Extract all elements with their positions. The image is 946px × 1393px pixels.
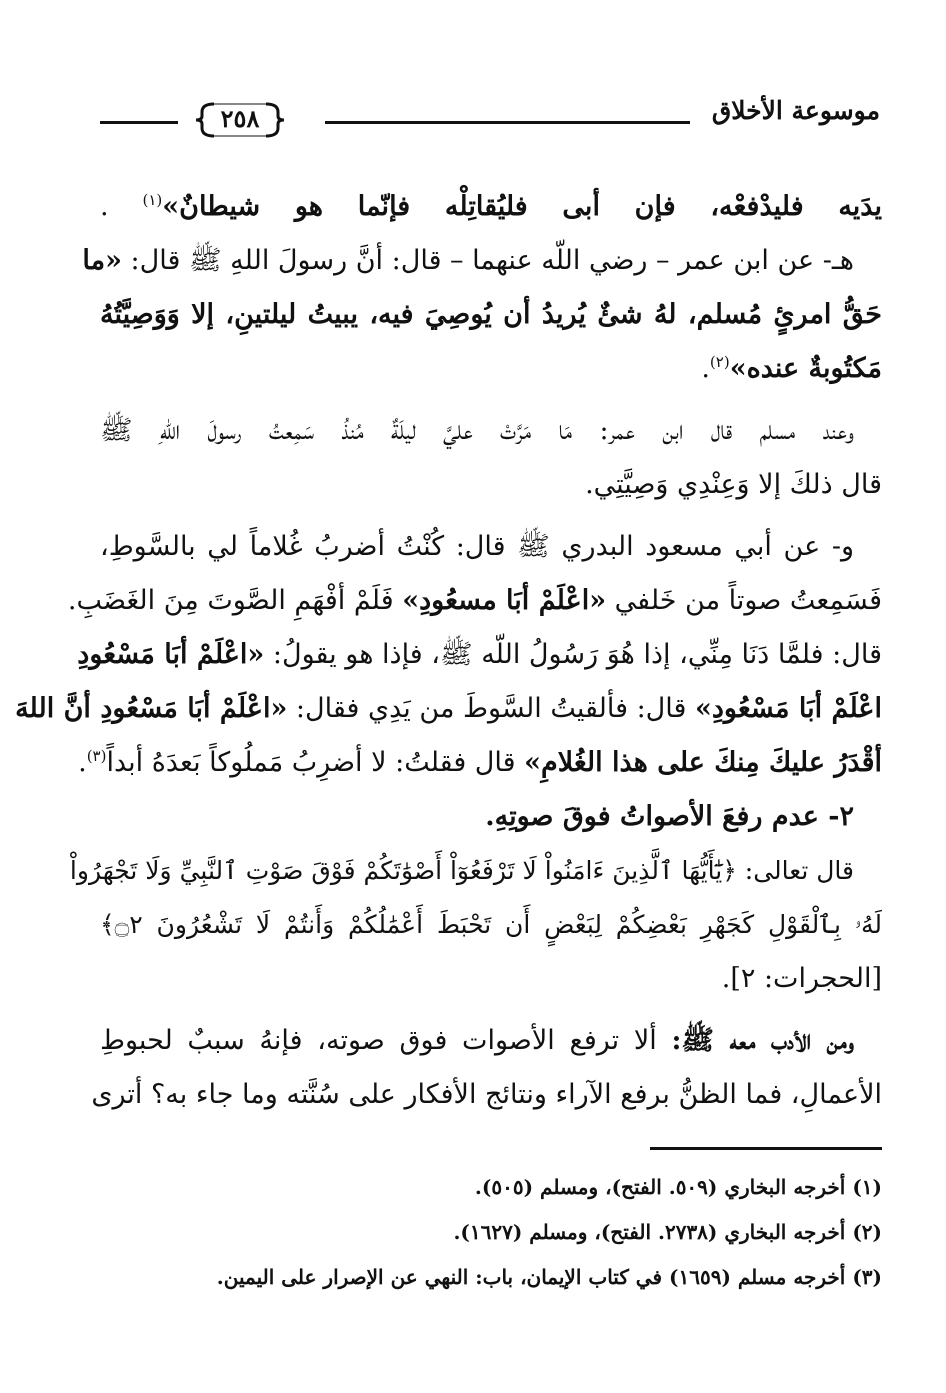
body-line [77,628,882,682]
emphasized-text: «اعْلَمْ أبَا مَسْعُودِ أنَّ اللهَ [15,693,288,724]
header-rule-left [100,121,178,124]
text-run: فَسَمِعتُ صوتاً من خَلفي [606,585,882,616]
emphasized-text: حَقُّ امرئٍ مُسلم، لهُ شئٌ يُريدُ أن يُوصِيَ فيه، يبيتُ ليلتينِ، إلا وَوَصِيَّتُهُ [100,299,882,330]
emphasized-text: ٢- عدم رفعَ الأصواتُ فوقَ صوتِهِ. [485,801,854,832]
quran-verse-line [100,898,882,952]
footnote-ref: (١) [142,191,163,209]
quran-verse-line [69,844,882,898]
emphasized-text: مَكتُوبةٌ عنده» [729,353,882,384]
emphasized-text: يدَيه فليدْفعْه، فإن أبى فليُقاتِلْه فإنّما هو شيطانٌ» [162,191,882,222]
page-number-frame [192,98,288,142]
body-line [100,288,882,342]
text-run: فَلَمْ أفْهَمِ الصَّوتَ مِنَ الغَضَبِ. [67,585,403,616]
emphasized-text: «ما [82,245,122,276]
body-line [15,682,882,736]
text-run: . [100,191,143,222]
footnote-1: (١) أخرجه البخاري (٥٠٩. الفتح)، ومسلم (٥٠٥). [474,1175,882,1199]
body-line [82,234,882,288]
body-line [91,1068,882,1122]
emphasized-text: اعْلَمْ أبَا مَسْعُودِ» [695,693,882,724]
text-run: . [701,353,710,384]
body-line [100,404,882,458]
body-line [100,458,882,512]
page-number: ٢٥٨ [220,104,260,133]
footnotes [122,1165,882,1300]
body-line [67,574,882,628]
footnote-ref: (٢) [709,353,730,371]
text-run: وعند مسلم قال ابن عمر: مَا مَرَّتْ عليَّ ليلَةٌ مُنذُ سَمِعتُ رسولَ اللهِ ﷺ [100,415,854,446]
text-run: الأعمالِ، فما الظنُّ برفع الآراء ونتائج الأفكار على سُنَّته وما جاء به؟ أترى [91,1079,882,1110]
body-line [100,520,882,574]
emphasized-text: «اعْلَمْ أبَا مسعُودِ» [402,585,607,616]
body-line [100,952,882,1006]
text-run: قال: فلمَّا دَنَا مِنِّي، إذا هُوَ رَسُولُ اللّه ﷺ، فإذا هو يقولُ: [264,639,882,670]
text-run: قال تعالى: ﴿يَٰٓأَيُّهَا ٱلَّذِينَ ءَامَنُواْ لَا تَرْفَعُوٓاْ أَصْوَٰتَكُمْ فَوْقَ صَوْتِ ٱلنَّبِيِّ وَلَا تَجْهَرُواْ [69,856,854,885]
text-run: هـ- عن ابن عمر – رضي اللّه عنهما – قال: أنَّ رسولَ اللهِ ﷺ قال: [121,245,854,276]
footnote-3: (٣) أخرجه مسلم (١٦٥٩) في كتاب الإيمان، باب: النهي عن الإصرار على اليمين. [216,1265,882,1289]
footnote-ref: (٣) [86,747,107,765]
header-rule-right [325,121,690,124]
footnote-2: (٢) أخرجه البخاري (٢٧٣٨. الفتح)، ومسلم (١٦٢٧). [453,1220,882,1244]
text-run: قال: فألقيتُ السَّوطَ من يَدِي فقال: [287,693,696,724]
text-run: ألا ترفع الأصوات فوق صوته، فإنهُ سببٌ لحبوطِ [100,1025,672,1056]
text-run: و- عن أبي مسعود البدري ﷺ قال: كُنْتُ أضربُ غُلاماً لي بالسَّوطِ، [100,531,854,562]
body-text [15,180,882,1122]
text-run: . [78,747,87,778]
text-run: قال فقلتُ: لا أضرِبُ مَملُوكاً بَعدَهُ أبداً [106,747,525,778]
emphasized-text: أقْدَرُ عليكَ مِنكَ على هذا الغُلامِ» [524,747,882,778]
text-run: قال ذلكَ إلا وَعِنْدِي وَصِيَّتِي. [585,469,882,500]
emphasized-text: «اعْلَمْ أبَا مَسْعُودِ [77,639,265,670]
text-run: لَهُۥ بِٱلْقَوْلِ كَجَهْرِ بَعْضِكُمْ لِبَعْضٍ أَن تَحْبَطَ أَعْمَٰلُكُمْ وَأَنتُمْ لَا تَشْعُرُونَ ۝٢﴾ [100,910,882,939]
text-run: [الحجرات: ٢]. [721,963,882,994]
body-line [100,1014,882,1068]
body-line [78,736,882,790]
footnote-separator [650,1147,882,1150]
page-header [100,92,880,136]
running-title: موسوعة الأخلاق [711,96,880,125]
emphasized-text: ومن الأدب معه ﷺ: [671,1025,854,1056]
body-line [100,180,882,234]
section-heading [100,790,882,844]
body-line [100,342,882,396]
